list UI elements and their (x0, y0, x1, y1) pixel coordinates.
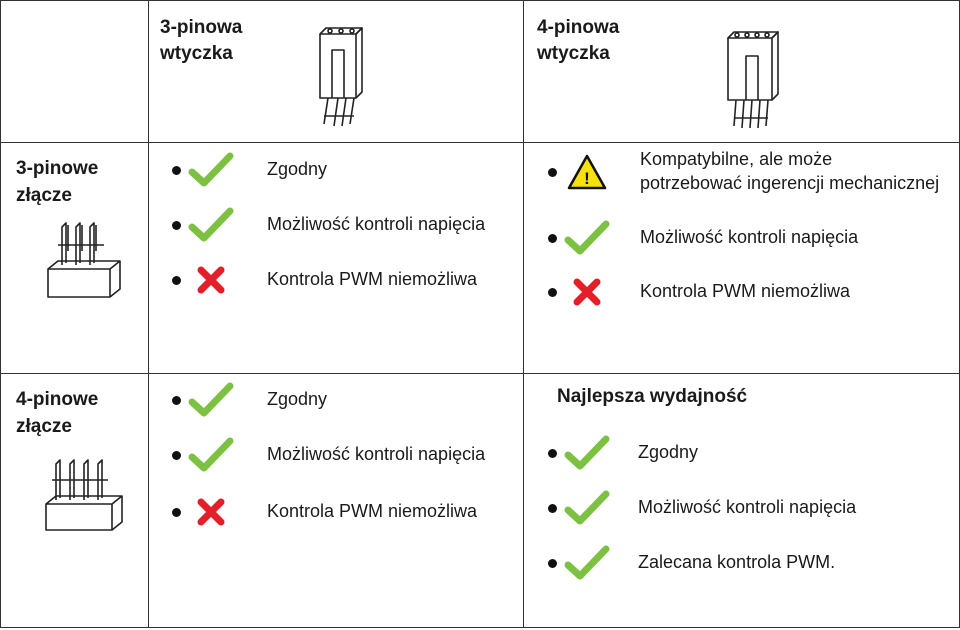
list-item-label: Zgodny (267, 389, 328, 409)
bullet (548, 449, 557, 458)
bullet (548, 168, 557, 177)
warning-icon (563, 150, 611, 194)
list-item-label: Kontrola PWM niemożliwa (640, 281, 851, 301)
3pin-plug-icon (310, 20, 370, 130)
list-item-label: Kontrola PWM niemożliwa (267, 501, 478, 521)
list-item (172, 433, 235, 477)
list-item (172, 378, 235, 422)
column-divider (148, 0, 149, 627)
column-divider (523, 0, 524, 627)
list-item (548, 486, 611, 530)
list-item-label: Możliwość kontroli napięcia (638, 497, 857, 517)
check-icon (187, 148, 235, 192)
cross-icon (187, 490, 235, 534)
list-item (172, 258, 235, 302)
list-item-label: Możliwość kontroli napięcia (640, 227, 859, 247)
check-icon (563, 486, 611, 530)
header-4pin-plug: 4-pinowa wtyczka (537, 17, 620, 64)
bullet (172, 396, 181, 405)
row-divider (0, 373, 959, 374)
list-item-label: Zgodny (638, 442, 699, 462)
list-item (172, 490, 235, 534)
bullet (548, 288, 557, 297)
bullet (172, 221, 181, 230)
list-item (548, 150, 611, 194)
list-item (172, 148, 235, 192)
svg-text:!: ! (584, 169, 590, 188)
bullet (548, 504, 557, 513)
bullet (172, 166, 181, 175)
bullet (548, 559, 557, 568)
cross-icon (563, 270, 611, 314)
best-performance-title: Najlepsza wydajność (557, 386, 748, 407)
list-item (548, 541, 611, 585)
4pin-connector-icon (42, 452, 126, 536)
3pin-connector-icon (44, 215, 124, 305)
header-3pin-connector: 3-pinowe złącze (16, 158, 99, 206)
header-4pin-connector: 4-pinowe złącze (16, 389, 99, 437)
cross-icon (187, 258, 235, 302)
list-item (172, 203, 235, 247)
list-item-label: Zalecana kontrola PWM. (638, 552, 836, 572)
check-icon (563, 216, 611, 260)
bullet (172, 276, 181, 285)
list-item (548, 216, 611, 260)
list-item-label: Kontrola PWM niemożliwa (267, 269, 478, 289)
bullet (172, 508, 181, 517)
list-item (548, 270, 611, 314)
4pin-plug-icon (722, 22, 786, 132)
row-divider (0, 142, 959, 143)
list-item-label: Kompatybilne, ale może potrzebować ingerencji mechanicznej (640, 149, 940, 193)
check-icon (563, 431, 611, 475)
check-icon (187, 378, 235, 422)
list-item (548, 431, 611, 475)
bullet (172, 451, 181, 460)
check-icon (563, 541, 611, 585)
header-3pin-plug: 3-pinowa wtyczka (160, 17, 243, 64)
bullet (548, 234, 557, 243)
list-item-label: Zgodny (267, 159, 328, 179)
list-item-label: Możliwość kontroli napięcia (267, 444, 486, 464)
check-icon (187, 433, 235, 477)
check-icon (187, 203, 235, 247)
list-item-label: Możliwość kontroli napięcia (267, 214, 486, 234)
